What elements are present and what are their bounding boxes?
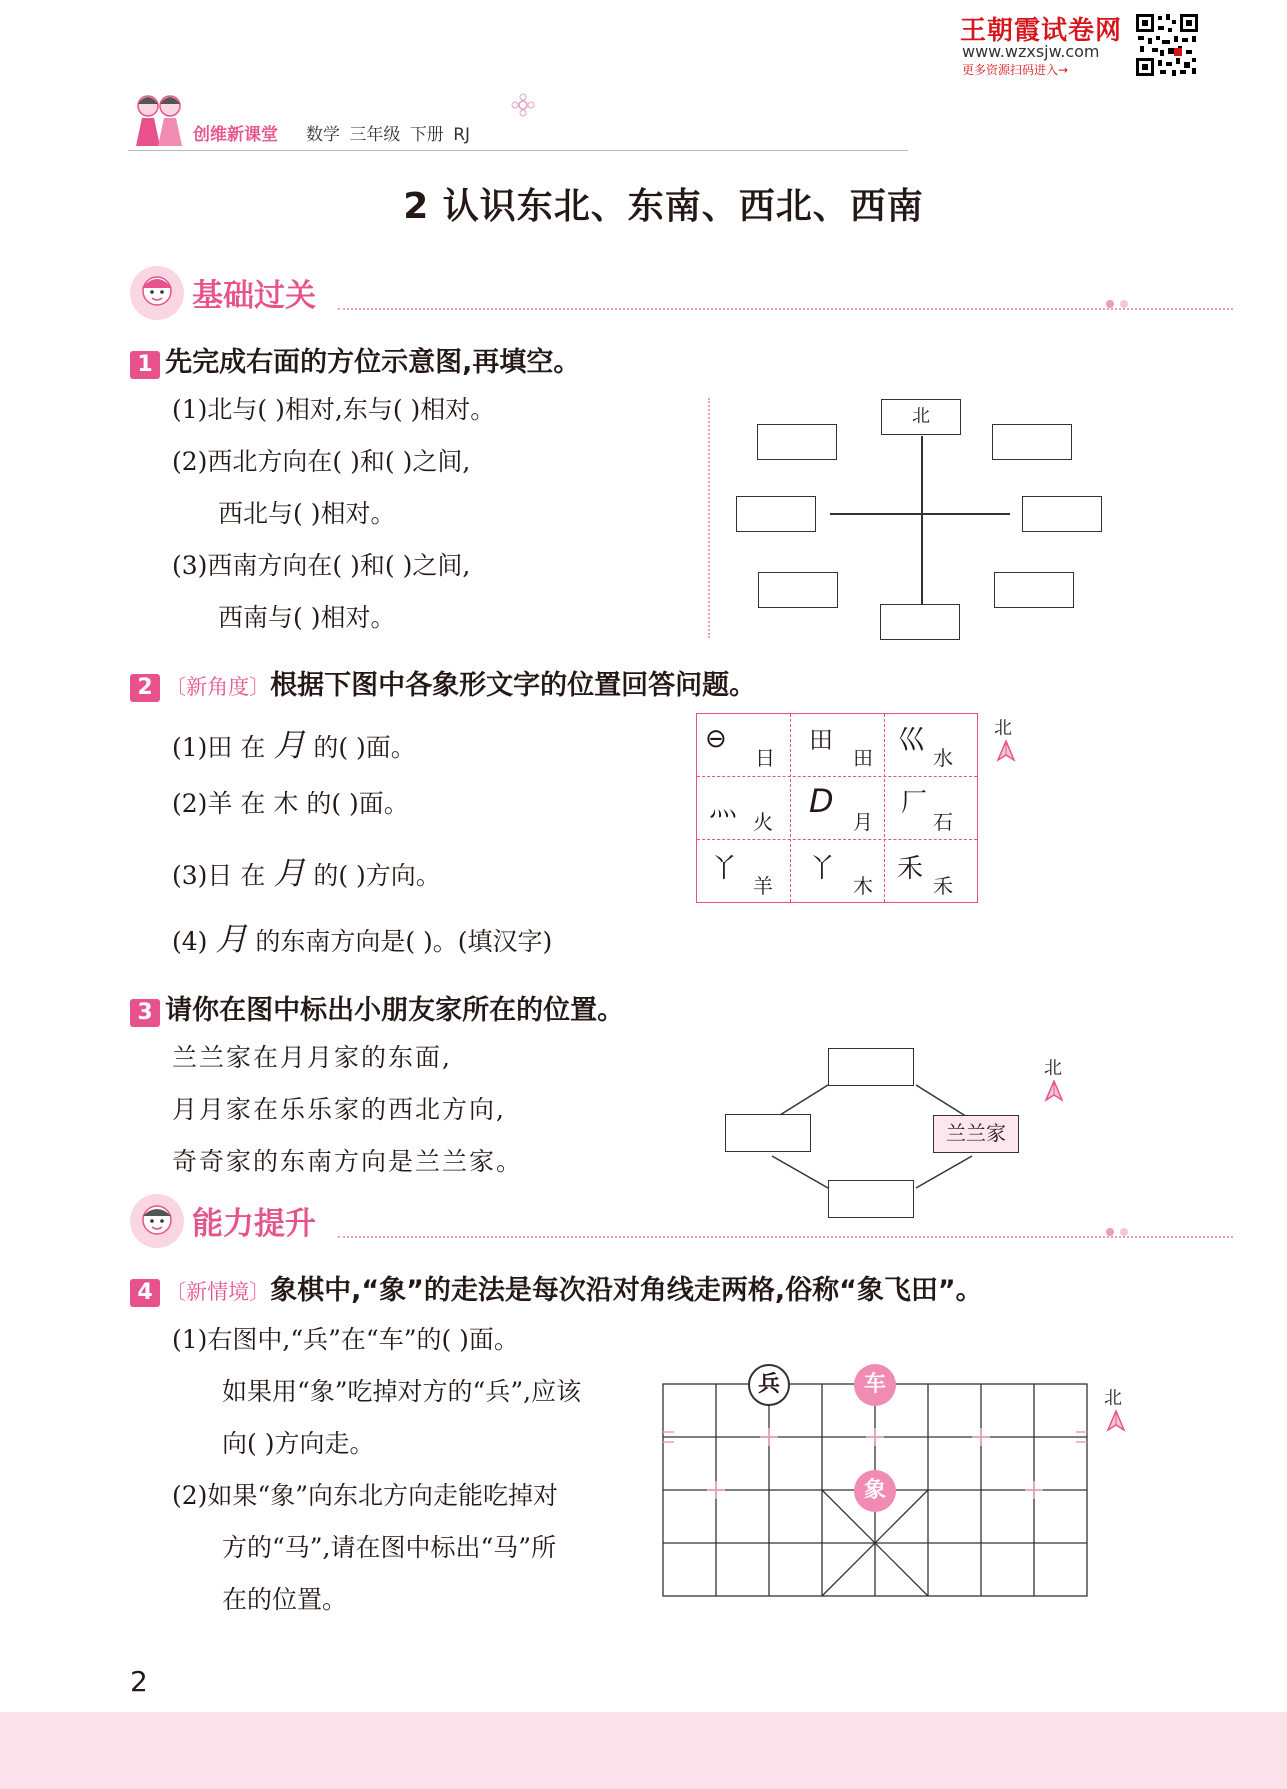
north-arrow-icon bbox=[1044, 1080, 1064, 1102]
northwest-blank-box[interactable] bbox=[757, 424, 837, 460]
q3-prompt: 请你在图中标出小朋友家所在的位置。 bbox=[165, 995, 625, 1026]
page-number: 2 bbox=[130, 1665, 148, 1698]
pictograph-grid bbox=[696, 713, 978, 903]
lanlan-house-box: 兰兰家 bbox=[933, 1115, 1019, 1153]
q3-line-2: 月月家在乐乐家的西北方向, bbox=[172, 1095, 506, 1124]
chess-piece-xiang[interactable]: 象 bbox=[854, 1470, 896, 1512]
char-he: 禾 bbox=[933, 874, 953, 898]
brand-tip: 更多资源扫码进入→ bbox=[962, 63, 1069, 77]
section-dots bbox=[338, 308, 1233, 310]
footer-band bbox=[0, 1712, 1287, 1789]
header-divider bbox=[128, 150, 908, 151]
section-header-basic bbox=[128, 264, 1128, 324]
north-house-blank-box[interactable] bbox=[828, 1048, 914, 1086]
pictograph-shui-icon: 巛 bbox=[897, 723, 926, 756]
yue-glyph-icon: 月 bbox=[273, 854, 306, 892]
north-label-box: 北 bbox=[881, 399, 961, 435]
mu-glyph-icon: 木 bbox=[273, 789, 299, 818]
q4-prompt-row bbox=[130, 1268, 983, 1307]
chess-piece-bing[interactable]: 兵 bbox=[748, 1364, 790, 1406]
yang-glyph-icon: 羊 bbox=[207, 789, 233, 818]
q2-tag: 〔新角度〕 bbox=[165, 675, 271, 699]
q1-line-3: 西北与( )相对。 bbox=[218, 499, 396, 528]
q1-compass-diagram bbox=[730, 396, 1110, 646]
yue-glyph-icon: 月 bbox=[273, 726, 306, 764]
q1-line-5: 西南与( )相对。 bbox=[218, 603, 396, 632]
q4-line-2: 如果用“象”吃掉对方的“兵”,应该 bbox=[222, 1377, 582, 1406]
section-title-basic: 基础过关 bbox=[192, 278, 316, 314]
char-ri: 日 bbox=[755, 746, 775, 770]
q4-north-label: 北 bbox=[1104, 1388, 1122, 1409]
northeast-blank-box[interactable] bbox=[992, 424, 1072, 460]
q2-prompt: 根据下图中各象形文字的位置回答问题。 bbox=[270, 670, 757, 701]
char-tian: 田 bbox=[853, 746, 873, 770]
kids-mascot-icon bbox=[128, 88, 190, 150]
pictograph-huo-icon: 灬 bbox=[709, 789, 738, 822]
girl-mascot-icon bbox=[128, 264, 186, 322]
pictograph-tian-icon: 田 bbox=[809, 726, 833, 754]
boy-mascot-icon bbox=[128, 1192, 186, 1250]
char-yang: 羊 bbox=[753, 874, 773, 898]
q2-prompt-row bbox=[130, 663, 756, 702]
series-name: 创维新课堂 bbox=[193, 125, 278, 145]
q3-prompt-row bbox=[130, 988, 624, 1027]
q2-line-3: (3)日 在 月 的( )方向。 bbox=[172, 854, 441, 892]
q1-number: 1 bbox=[130, 351, 160, 379]
q2-line-4: (4) 月 的东南方向是( )。(填汉字) bbox=[172, 920, 553, 958]
pictograph-yue-icon: D bbox=[809, 782, 834, 820]
brand-url[interactable]: www.wzxsjw.com bbox=[962, 42, 1100, 61]
q1-dotted-divider bbox=[708, 398, 710, 638]
southwest-blank-box[interactable] bbox=[758, 572, 838, 608]
q1-line-2: (2)西北方向在( )和( )之间, bbox=[172, 447, 471, 476]
southeast-blank-box[interactable] bbox=[994, 572, 1074, 608]
east-blank-box[interactable] bbox=[1022, 496, 1102, 532]
section-title-advanced: 能力提升 bbox=[192, 1206, 316, 1242]
brand-name: 王朝霞试卷网 bbox=[960, 16, 1123, 46]
q3-north-label: 北 bbox=[1044, 1058, 1062, 1079]
pictograph-yang-icon: 丫 bbox=[711, 854, 738, 884]
pictograph-he-icon: 禾 bbox=[897, 854, 924, 884]
q1-prompt-row bbox=[130, 340, 580, 379]
yue-glyph-icon: 月 bbox=[215, 920, 248, 958]
ri-glyph-icon: 日 bbox=[207, 861, 233, 890]
q4-line-1: (1)右图中,“兵”在“车”的( )面。 bbox=[172, 1325, 519, 1354]
south-blank-box[interactable] bbox=[880, 604, 960, 640]
q4-prompt: 象棋中,“象”的走法是每次沿对角线走两格,俗称“象飞田”。 bbox=[270, 1275, 983, 1306]
chess-piece-che[interactable]: 车 bbox=[854, 1364, 896, 1406]
north-arrow-icon bbox=[996, 740, 1016, 762]
flower-icon bbox=[510, 92, 536, 118]
q4-line-4: (2)如果“象”向东北方向走能吃掉对 bbox=[172, 1481, 558, 1510]
north-arrow-icon bbox=[1106, 1410, 1126, 1432]
q2-line-1: (1)田 在 月 的( )面。 bbox=[172, 726, 416, 764]
q2-line-2: (2)羊 在 木 的( )面。 bbox=[172, 789, 409, 818]
char-shui: 水 bbox=[933, 746, 953, 770]
tian-glyph-icon: 田 bbox=[207, 733, 233, 762]
q4-line-6: 在的位置。 bbox=[222, 1585, 348, 1614]
q4-tag: 〔新情境〕 bbox=[165, 1280, 271, 1304]
q4-line-3: 向( )方向走。 bbox=[222, 1429, 375, 1458]
pictograph-mu-icon: 丫 bbox=[809, 854, 836, 884]
char-huo: 火 bbox=[753, 810, 773, 834]
q1-line-4: (3)西南方向在( )和( )之间, bbox=[172, 551, 471, 580]
qr-code-icon[interactable] bbox=[1134, 12, 1200, 78]
char-yue: 月 bbox=[853, 810, 873, 834]
char-mu: 木 bbox=[853, 874, 873, 898]
q3-line-1: 兰兰家在月月家的东面, bbox=[172, 1043, 452, 1072]
west-house-blank-box[interactable] bbox=[725, 1114, 811, 1152]
q3-line-3: 奇奇家的东南方向是兰兰家。 bbox=[172, 1147, 524, 1176]
q1-prompt: 先完成右面的方位示意图,再填空。 bbox=[165, 347, 581, 378]
book-info: 数学 三年级 下册 RJ bbox=[306, 125, 471, 145]
char-shi: 石 bbox=[933, 810, 953, 834]
section-dots bbox=[338, 1236, 1233, 1238]
q4-line-5: 方的“马”,请在图中标出“马”所 bbox=[222, 1533, 557, 1562]
q2-north-label: 北 bbox=[994, 718, 1012, 739]
q2-number: 2 bbox=[130, 674, 160, 702]
lesson-title: 2 认识东北、东南、西北、西南 bbox=[403, 186, 924, 227]
section-header-advanced bbox=[128, 1192, 1128, 1252]
pictograph-ri-icon: ⊖ bbox=[705, 724, 727, 754]
q4-number: 4 bbox=[130, 1279, 160, 1307]
q1-line-1: (1)北与( )相对,东与( )相对。 bbox=[172, 395, 496, 424]
west-blank-box[interactable] bbox=[736, 496, 816, 532]
q3-number: 3 bbox=[130, 999, 160, 1027]
pictograph-shi-icon: 厂 bbox=[901, 788, 928, 818]
